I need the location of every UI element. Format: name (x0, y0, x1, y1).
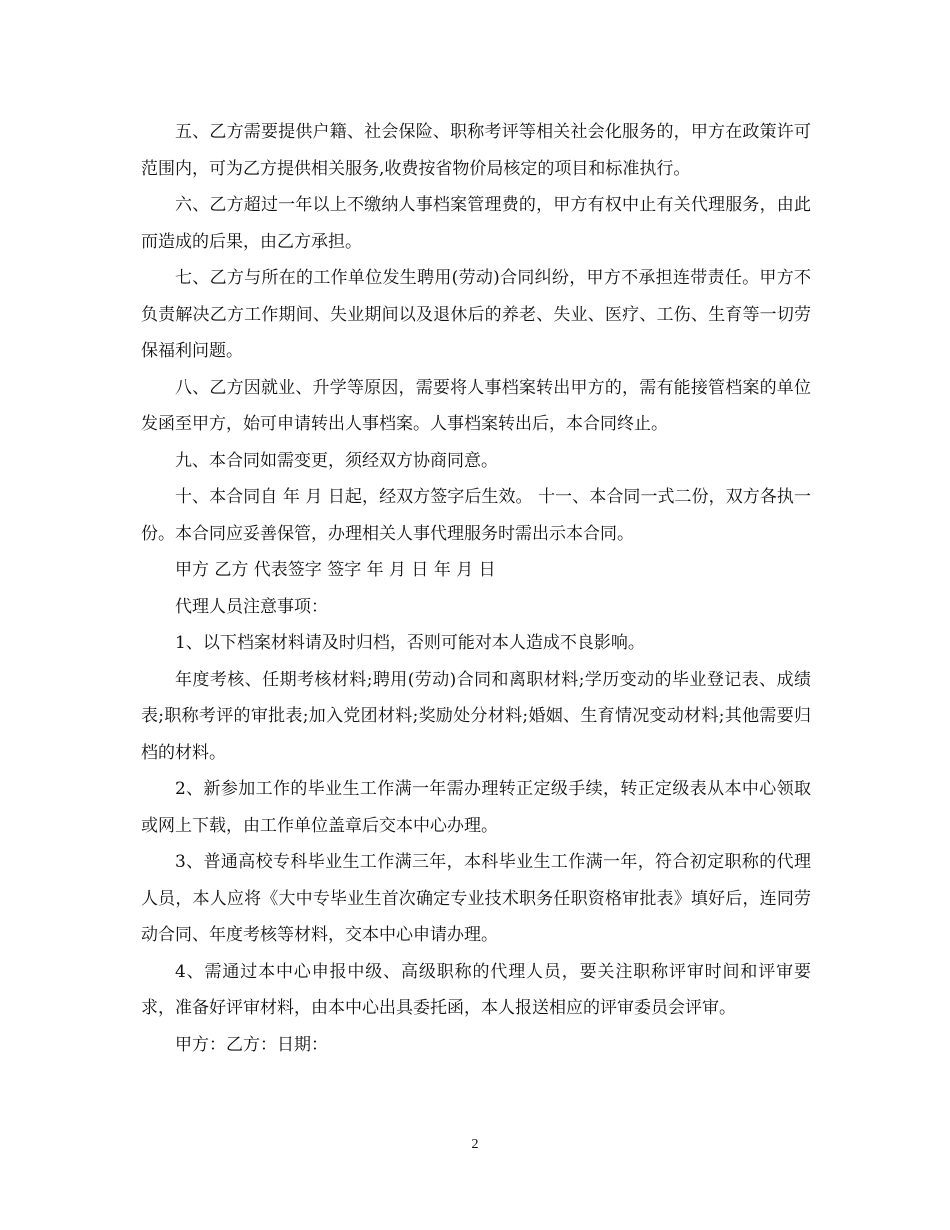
notice-heading: 代理人员注意事项： (175, 596, 328, 617)
paragraph-6: 六、乙方超过一年以上不缴纳人事档案管理费的，甲方有权中止有关代理服务，由此而造成的后果，由乙方承担。 (141, 195, 811, 252)
paragraph-5: 五、乙方需要提供户籍、社会保险、职称考评等相关社会化服务的，甲方在政策许可范围内，可为乙方提供相关服务,收费按省物价局核定的项目和标准执行。 (141, 122, 811, 179)
notice-item-3: 3、普通高校专科毕业生工作满三年，本科毕业生工作满一年，符合初定职称的代理人员，本人应将《大中专毕业生首次确定专业技术职务任职资格审批表》填好后，连同劳动合同、年度考核等材料，交本中心申请办理。 (141, 852, 811, 945)
page-number: 2 (471, 1137, 479, 1152)
notice-item-1: 1、以下档案材料请及时归档，否则可能对本人造成不良影响。 (175, 633, 645, 653)
paragraph-9: 九、本合同如需变更，须经双方协商同意。 (175, 450, 498, 471)
notice-item-2: 2、新参加工作的毕业生工作满一年需办理转正定级手续，转正定级表从本中心领取或网上下载，由工作单位盖章后交本中心办理。 (141, 779, 811, 836)
document-body (141, 114, 811, 1063)
paragraph-8: 八、乙方因就业、升学等原因，需要将人事档案转出甲方的，需有能接管档案的单位发函至甲方，始可申请转出人事档案。人事档案转出后，本合同终止。 (141, 377, 811, 434)
closing-signature-line: 甲方：乙方：日期： (175, 1034, 328, 1055)
notice-item-1-detail: 年度考核、任期考核材料;聘用(劳动)合同和离职材料;学历变动的毕业登记表、成绩表;职称考评的审批表;加入党团材料;奖励处分材料;婚姻、生育情况变动材料;其他需要归档的材料。 (141, 669, 811, 763)
signature-line: 甲方 乙方 代表签字 签字 年 月 日 年 月 日 (175, 560, 496, 580)
notice-item-4: 4、需通过本中心申报中级、高级职称的代理人员，要关注职称评审时间和评审要求，准备好评审材料，由本中心出具委托函，本人报送相应的评审委员会评审。 (141, 961, 811, 1018)
paragraph-7: 七、乙方与所在的工作单位发生聘用(劳动)合同纠纷，甲方不承担连带责任。甲方不负责解决乙方工作期间、失业期间以及退休后的养老、失业、医疗、工伤、生育等一切劳保福利问题。 (141, 268, 811, 361)
paragraph-10-11: 十、本合同自 年 月 日起，经双方签字后生效。 十一、本合同一式二份，双方各执一份。本合同应妥善保管，办理相关人事代理服务时需出示本合同。 (141, 487, 811, 544)
